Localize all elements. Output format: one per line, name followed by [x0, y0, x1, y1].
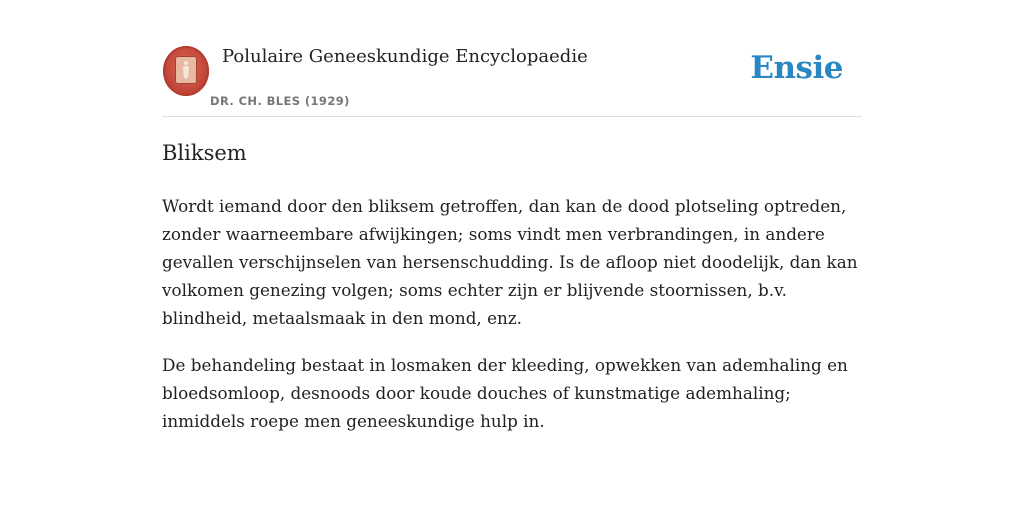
entry-paragraph: Wordt iemand door den bliksem getroffen, dan kan de dood plotseling optreden, zonder waarneembare afwijkingen; soms vindt men verbrandingen, in andere gevallen verschijnselen van hersenschudding. Is de afloop niet doodelijk, dan kan volkomen genezing volgen; soms echter zijn er blijvende stoornissen, b.v. blindheid, metaalsmaak in den mond, enz. — [162, 196, 858, 328]
book-title-link[interactable]: Polulaire Geneeskundige Encyclopaedie — [222, 46, 588, 67]
entry-title: Bliksem — [162, 141, 247, 165]
header — [162, 40, 862, 117]
book-cover-icon[interactable] — [163, 46, 209, 96]
ensie-logo[interactable]: Ensie — [750, 50, 843, 86]
book-cover-figure-icon — [181, 60, 191, 80]
entry-body — [162, 192, 862, 454]
entry-paragraph: De behandeling bestaat in losmaken der kleeding, opwekken van ademhaling en bloedsomloop, desnoods door koude douches of kunstmatige ademhaling; inmiddels roepe men geneeskundige hulp in. — [162, 355, 848, 431]
book-author: DR. CH. BLES (1929) — [210, 94, 350, 108]
